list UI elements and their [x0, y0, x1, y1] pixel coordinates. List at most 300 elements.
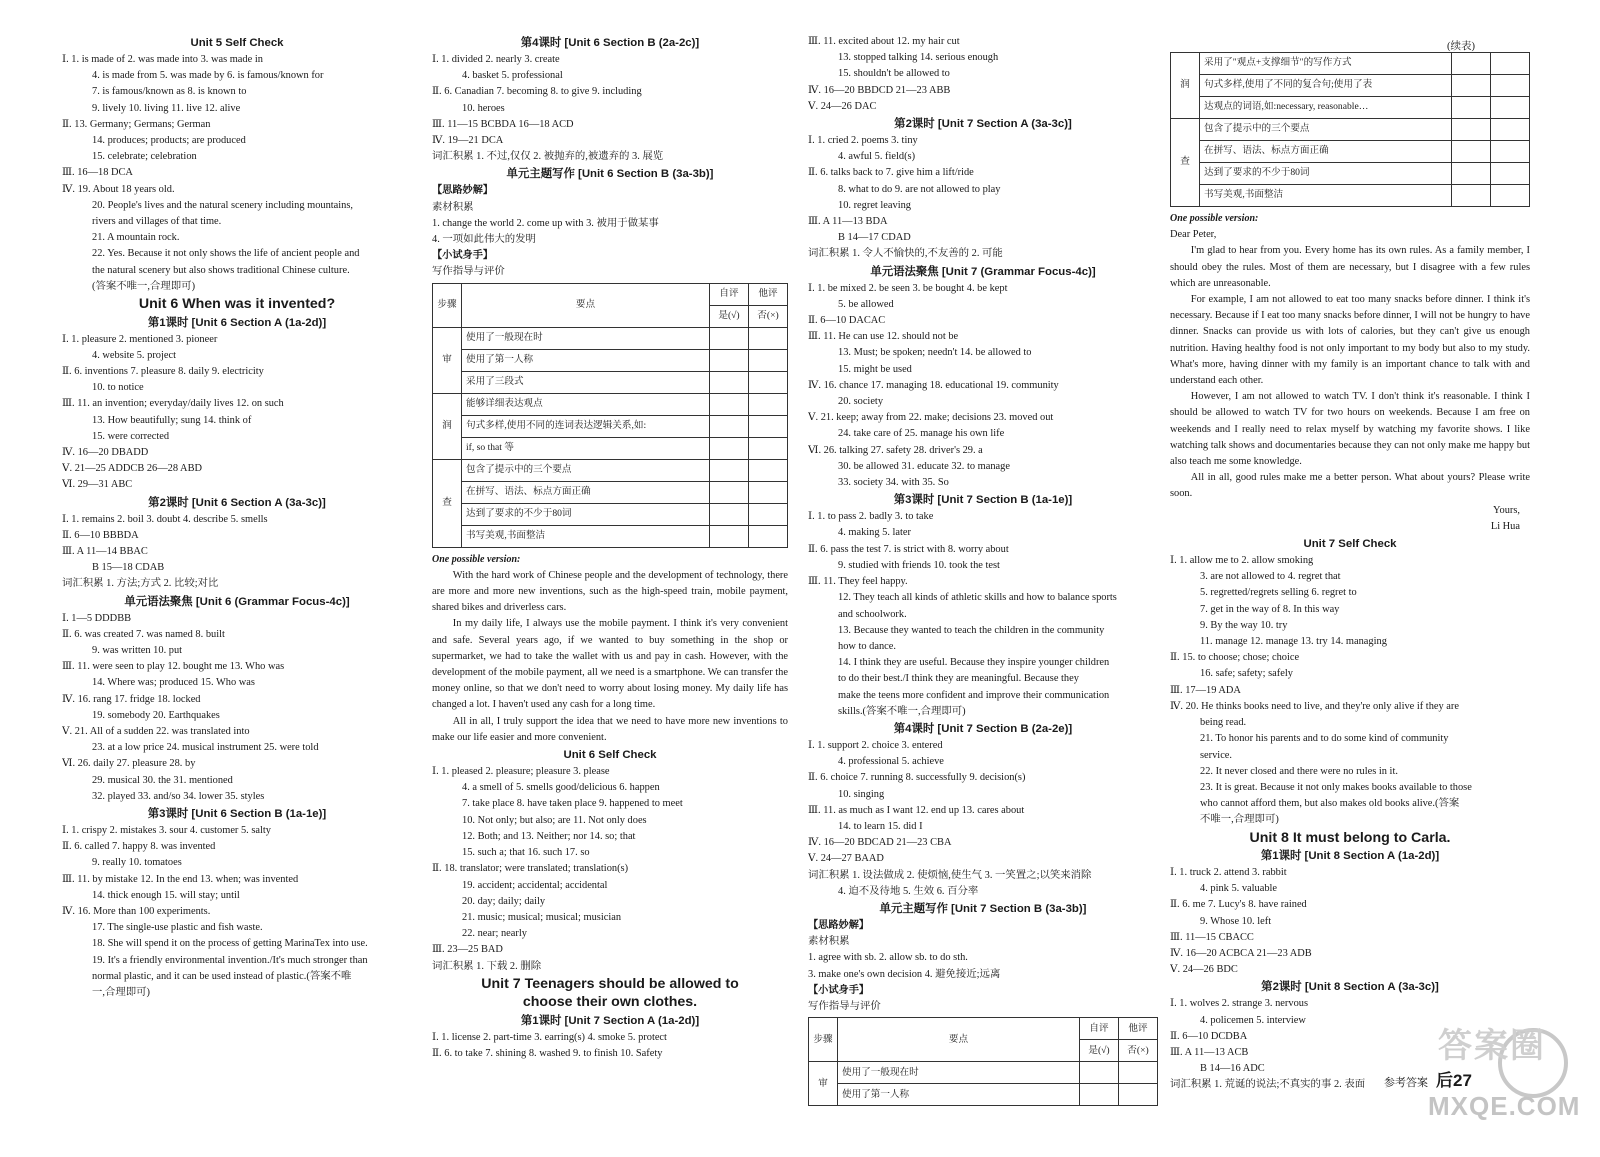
- answer-line: 13. stopped talking 14. serious enough: [838, 52, 999, 64]
- answer-line: 15. shouldn't be allowed to: [838, 68, 950, 80]
- answer-line: 9. was written 10. put: [92, 645, 183, 656]
- answer-line: 23. It is great. Because it not only makes books available to those: [1200, 781, 1472, 793]
- answer-line: Ⅳ. 19—21 DCA: [432, 135, 504, 147]
- answer-line: normal plastic, and it can be used instead of plastic.(答案不唯: [92, 970, 352, 982]
- col-header-points: 要点: [838, 1018, 1080, 1062]
- subsection-label: 【小试身手】: [432, 250, 494, 262]
- paragraph: With the hard work of Chinese people and the development of technology, there are more and more new inventions, such as the high-speed train, mobile payment, shared bikes and driverless cars.: [432, 569, 788, 614]
- column-3: [808, 34, 1158, 1110]
- answer-line: 15. might be used: [838, 363, 912, 375]
- answer-line: 4. 迫不及待地 5. 生效 6. 百分率: [838, 885, 979, 897]
- criterion-cell: 句式多样,使用不同的连词表达逻辑关系,如:: [462, 415, 710, 437]
- answer-line: Ⅲ. A 11—13 ACB: [1170, 1047, 1249, 1059]
- criterion-cell: 书写美观,书面整洁: [462, 525, 710, 547]
- answer-line: 7. is famous/known as 8. is known to: [92, 86, 247, 98]
- col-header-step: 步骤: [433, 283, 462, 327]
- section-heading: 第1课时 [Unit 6 Section A (1a-2d)]: [147, 316, 327, 329]
- answer-line: 30. be allowed 31. educate 32. to manage: [838, 460, 1010, 472]
- criterion-cell: 句式多样,使用了不同的复合句;使用了表: [1200, 75, 1452, 97]
- answer-line: Ⅰ. 1. support 2. choice 3. entered: [808, 739, 943, 751]
- letter-closing: Yours,: [1493, 504, 1520, 516]
- peer-check-cell[interactable]: [1491, 141, 1530, 163]
- section-heading: Unit 8 It must belong to Carla.: [1249, 829, 1451, 846]
- section-heading: 第3课时 [Unit 6 Section B (1a-1e)]: [147, 808, 327, 821]
- criterion-cell: 达观点的词语,如:necessary, reasonable…: [1200, 97, 1452, 119]
- page-number: 后27: [1436, 1071, 1472, 1090]
- criterion-cell: 达到了要求的不少于80词: [462, 503, 710, 525]
- col-header-peer: 他评: [749, 283, 788, 305]
- answer-line: Ⅰ. 1. pleasure 2. mentioned 3. pioneer: [62, 333, 218, 345]
- letter-greeting: Dear Peter,: [1170, 229, 1217, 241]
- answer-line: 4. 一项如此伟大的发明: [432, 234, 536, 246]
- answer-line: 29. musical 30. the 31. mentioned: [92, 774, 233, 786]
- sample-letter-label: One possible version:: [1170, 213, 1259, 224]
- answer-line: Ⅰ. 1. divided 2. nearly 3. create: [432, 54, 560, 65]
- answer-line: Ⅲ. 23—25 BAD: [432, 944, 503, 956]
- answer-line: 5. regretted/regrets selling 6. regret to: [1200, 587, 1357, 599]
- self-check-cell[interactable]: [710, 481, 749, 503]
- answer-line: 5. be allowed: [838, 298, 894, 310]
- peer-check-cell[interactable]: [749, 371, 788, 393]
- answer-line: Ⅲ. 11. by mistake 12. In the end 13. when; was invented: [62, 873, 299, 885]
- peer-check-cell[interactable]: [749, 349, 788, 371]
- answer-line: 14. produces; products; are produced: [92, 135, 246, 147]
- answer-line: Ⅲ. 17—19 ADA: [1170, 684, 1241, 696]
- self-check-cell[interactable]: [710, 437, 749, 459]
- answer-line: 4. making 5. later: [838, 527, 912, 539]
- table-row: [1171, 119, 1530, 141]
- answer-line: Ⅱ. 6. talks back to 7. give him a lift/ride: [808, 167, 974, 179]
- paragraph: In my daily life, I always use the mobile payment. I think it's very convenient and safe. Several years ago, if we wanted to buy something in the shop or supermarket, we had to take the wallet with us and pay in cash. However, with the development of the mobile payment, all we need is a smartphone. We can transfer the money online, so that we don't need to worry about losing money. My daily life has changed a lot. I haven't used any cash for a long time.: [432, 618, 788, 711]
- criterion-cell: 使用了一般现在时: [838, 1062, 1080, 1084]
- table-row: [433, 481, 788, 503]
- answer-line: (答案不唯一,合理即可): [92, 280, 196, 292]
- answer-line: Ⅰ. 1. cried 2. poems 3. tiny: [808, 135, 918, 147]
- answer-line: 词汇积累 1. 设法做成 2. 使烦恼,使生气 3. 一笑置之;以笑来消除: [808, 869, 1092, 881]
- answer-line: 10. Not only; but also; are 11. Not only does: [462, 814, 647, 826]
- answer-line: 18. She will spend it on the process of getting MarinaTex into use.: [92, 938, 368, 950]
- table-row: [1171, 75, 1530, 97]
- col-header-peer: 他评: [1119, 1018, 1158, 1040]
- section-heading: Unit 6 Self Check: [563, 749, 657, 762]
- col-header-no: 否(×): [749, 305, 788, 327]
- answer-line: 4. is made from 5. was made by 6. is famous/known for: [92, 70, 324, 82]
- criterion-cell: 使用了一般现在时: [462, 327, 710, 349]
- answer-line: 22. It never closed and there were no rules in it.: [1200, 765, 1398, 777]
- paragraph: However, I am not allowed to watch TV. I don't think it's reasonable. I think I should be allowed to watch TV for two hours on weekends. Because I am free on weekends and I really need to relax myself by watching my favorite shows. I like watching talk shows and documentaries because they can not only make me happy but also teach me some knowledge.: [1170, 391, 1530, 468]
- self-check-cell[interactable]: [1080, 1084, 1119, 1106]
- self-check-cell[interactable]: [1452, 163, 1491, 185]
- answer-line: 15. were corrected: [92, 430, 170, 442]
- self-check-cell[interactable]: [1452, 97, 1491, 119]
- answer-line: Ⅳ. 16. chance 17. managing 18. educational 19. community: [808, 379, 1059, 391]
- answer-line: 16. safe; safety; safely: [1200, 668, 1293, 680]
- self-check-cell[interactable]: [1452, 185, 1491, 207]
- answer-line: 10. to notice: [92, 382, 144, 394]
- answer-line: to do their best./I think they are meaningful. Because they: [838, 673, 1079, 685]
- criterion-cell: 在拼写、语法、标点方面正确: [1200, 141, 1452, 163]
- peer-check-cell[interactable]: [749, 503, 788, 525]
- answer-line: 4. pink 5. valuable: [1200, 883, 1278, 895]
- criterion-cell: 书写美观,书面整洁: [1200, 185, 1452, 207]
- self-check-cell[interactable]: [710, 503, 749, 525]
- answer-line: 词汇积累 1. 下载 2. 删除: [432, 960, 542, 972]
- criterion-cell: 在拼写、语法、标点方面正确: [462, 481, 710, 503]
- answer-line: 19. somebody 20. Earthquakes: [92, 709, 220, 721]
- answer-line: Ⅲ. 11. excited about 12. my hair cut: [808, 36, 960, 47]
- section-heading: 单元语法聚焦 [Unit 7 (Grammar Focus-4c)]: [870, 265, 1096, 278]
- column-1: [62, 34, 412, 1001]
- answer-line: Ⅱ. 6. me 7. Lucy's 8. have rained: [1170, 899, 1307, 911]
- answer-line: Ⅱ. 6—10 DACAC: [808, 315, 886, 327]
- answer-line: Ⅵ. 26. talking 27. safety 28. driver's 29. a: [808, 444, 983, 456]
- answer-line: B 14—16 ADC: [1200, 1063, 1265, 1075]
- answer-line: 12. Both; and 13. Neither; nor 14. so; that: [462, 830, 636, 842]
- answer-line: Ⅳ. 16. rang 17. fridge 18. locked: [62, 693, 201, 705]
- sample-essay-label: One possible version:: [432, 553, 521, 565]
- answer-line: Ⅰ. 1. remains 2. boil 3. doubt 4. describe 5. smells: [62, 513, 268, 525]
- answer-line: B 15—18 CDAB: [92, 562, 165, 574]
- self-check-cell[interactable]: [1452, 119, 1491, 141]
- answer-line: 22. near; nearly: [462, 928, 527, 940]
- criterion-cell: 达到了要求的不少于80词: [1200, 163, 1452, 185]
- table-row: [433, 503, 788, 525]
- answer-line: Ⅰ. 1. be mixed 2. be seen 3. be bought 4. be kept: [808, 282, 1008, 294]
- step-cell: 审: [433, 327, 462, 393]
- answer-line: B 14—17 CDAD: [838, 232, 911, 244]
- answer-line: Ⅰ. 1. allow me to 2. allow smoking: [1170, 555, 1314, 567]
- col-header-yes: 是(√): [1080, 1040, 1119, 1062]
- answer-line: Ⅱ. 6. choice 7. running 8. successfully 9. decision(s): [808, 772, 1026, 784]
- answer-line: 19. accident; accidental; accidental: [462, 879, 608, 891]
- table-row: [1171, 53, 1530, 75]
- step-cell: 审: [809, 1062, 838, 1106]
- section-heading: 第1课时 [Unit 8 Section A (1a-2d)]: [1260, 850, 1440, 863]
- paragraph: For example, I am not allowed to eat too many snacks before dinner. I think it's necessary. Because if I eat too many snacks before dinner, I will not be hungry to have dinner. Snacks can provide us with lots of calories, but they can't give us enough nutrition. Having healthy food is not only important to my body but also to my study. What's more, having dinner with my family is an important chance to talk with and understand each other.: [1170, 294, 1530, 387]
- answer-line: 13. How beautifully; sung 14. think of: [92, 414, 252, 426]
- answer-line: 15. celebrate; celebration: [92, 151, 197, 163]
- peer-check-cell[interactable]: [749, 437, 788, 459]
- peer-check-cell[interactable]: [1491, 185, 1530, 207]
- section-heading: choose their own clothes.: [522, 994, 698, 1011]
- answer-line: 素材积累: [808, 936, 850, 948]
- answer-line: 1. agree with sb. 2. allow sb. to do sth.: [808, 952, 968, 964]
- answer-line: 词汇积累 1. 令人不愉快的,不友善的 2. 可能: [808, 248, 1003, 260]
- answer-line: Ⅲ. 11. as much as I want 12. end up 13. cares about: [808, 804, 1025, 816]
- answer-line: Ⅰ. 1. to pass 2. badly 3. to take: [808, 511, 934, 523]
- section-heading: 第4课时 [Unit 6 Section B (2a-2c)]: [520, 37, 700, 49]
- peer-check-cell[interactable]: [1119, 1062, 1158, 1084]
- self-check-cell[interactable]: [710, 371, 749, 393]
- self-check-cell[interactable]: [1452, 141, 1491, 163]
- sample-essay-unit6: [432, 568, 788, 746]
- self-check-cell[interactable]: [710, 393, 749, 415]
- section-heading: Unit 7 Teenagers should be allowed to: [481, 975, 739, 992]
- peer-check-cell[interactable]: [1491, 53, 1530, 75]
- answer-line: skills.(答案不唯一,合理即可): [838, 705, 966, 717]
- subsection-label: 【小试身手】: [808, 984, 870, 996]
- answer-line: Ⅵ. 29—31 ABC: [62, 479, 133, 491]
- answer-line: Ⅰ. 1. pleased 2. pleasure; pleasure 3. please: [432, 766, 610, 778]
- criterion-cell: 采用了三段式: [462, 371, 710, 393]
- answer-line: 词汇积累 1. 方法;方式 2. 比较;对比: [62, 578, 219, 590]
- answer-line: Ⅳ. 16. More than 100 experiments.: [62, 906, 211, 918]
- peer-check-cell[interactable]: [1491, 119, 1530, 141]
- peer-check-cell[interactable]: [749, 327, 788, 349]
- answer-line: 9. studied with friends 10. took the test: [838, 559, 1000, 571]
- table-row: [809, 1084, 1158, 1106]
- table-row: [433, 525, 788, 547]
- table-row: [433, 327, 788, 349]
- answer-line: 17. The single-use plastic and fish waste.: [92, 922, 263, 934]
- answer-line: 14. Where was; produced 15. Who was: [92, 677, 255, 689]
- section-heading: 单元主题写作 [Unit 6 Section B (3a-3b)]: [506, 168, 714, 181]
- answer-line: 20. society: [838, 396, 884, 408]
- step-cell: 润: [433, 393, 462, 459]
- answer-line: the natural scenery but also shows traditional Chinese culture.: [92, 264, 350, 276]
- answer-line: 21. music; musical; musical; musician: [462, 911, 622, 923]
- column-2: [432, 34, 788, 1062]
- table-row: [809, 1062, 1158, 1084]
- self-check-cell[interactable]: [710, 525, 749, 547]
- table-row: [433, 393, 788, 415]
- peer-check-cell[interactable]: [1119, 1084, 1158, 1106]
- writing-checklist-table-unit7: [808, 1017, 1158, 1106]
- paragraph: All in all, good rules make me a better person. What about yours? Please write soon.: [1170, 472, 1530, 500]
- answer-line: Ⅳ. 16—20 BDCAD 21—23 CBA: [808, 837, 952, 849]
- answer-line: 4. policemen 5. interview: [1200, 1014, 1306, 1026]
- subsection-label: 【思路妙解】: [808, 919, 870, 931]
- answer-line: 不唯一,合理即可): [1200, 814, 1279, 826]
- watermark-logo: [1428, 1028, 1588, 1138]
- answer-line: Ⅳ. 19. About 18 years old.: [62, 183, 175, 195]
- table-row: [433, 415, 788, 437]
- answer-line: and schoolwork.: [838, 608, 907, 620]
- peer-check-cell[interactable]: [749, 459, 788, 481]
- answer-line: Ⅳ. 16—20 BBDCD 21—23 ABB: [808, 84, 951, 96]
- answer-line: 20. People's lives and the natural scenery including mountains,: [92, 199, 354, 211]
- answer-line: 14. to learn 15. did I: [838, 820, 923, 832]
- table-row: [1171, 163, 1530, 185]
- answer-line: Ⅱ. 13. Germany; Germans; German: [62, 118, 211, 130]
- answer-line: Ⅲ. 16—18 DCA: [62, 167, 133, 179]
- criterion-cell: 使用了第一人称: [462, 349, 710, 371]
- answer-line: Ⅱ. 6. was created 7. was named 8. built: [62, 628, 225, 640]
- answer-line: 3. are not allowed to 4. regret that: [1200, 571, 1341, 583]
- answer-line: 19. It's a friendly environmental invention./It's much stronger than: [92, 954, 368, 966]
- answer-line: Ⅳ. 20. He thinks books need to live, and they're only alive if they are: [1170, 700, 1459, 712]
- col-header-self: 自评: [710, 283, 749, 305]
- answer-line: Ⅳ. 16—20 DBADD: [62, 446, 149, 458]
- self-check-cell[interactable]: [1452, 53, 1491, 75]
- section-heading: 第4课时 [Unit 7 Section B (2a-2e)]: [893, 722, 1073, 735]
- self-check-cell[interactable]: [710, 349, 749, 371]
- table-row: [433, 371, 788, 393]
- answer-line: Ⅲ. 11. an invention; everyday/daily lives 12. on such: [62, 398, 284, 410]
- peer-check-cell[interactable]: [749, 481, 788, 503]
- answer-line: 9. really 10. tomatoes: [92, 857, 182, 869]
- answer-line: 32. played 33. and/so 34. lower 35. styles: [92, 790, 265, 802]
- answer-line: Ⅴ. 24—27 BAAD: [808, 853, 884, 865]
- answer-line: Ⅰ. 1. crispy 2. mistakes 3. sour 4. customer 5. salty: [62, 825, 272, 837]
- answer-line: Ⅱ. 6. called 7. happy 8. was invented: [62, 841, 216, 853]
- section-heading: 第2课时 [Unit 6 Section A (3a-3c)]: [148, 496, 326, 509]
- col-header-self: 自评: [1080, 1018, 1119, 1040]
- answer-line: Ⅴ. 24—26 DAC: [808, 100, 877, 112]
- step-cell: 查: [1171, 119, 1200, 207]
- answer-line: 词汇积累 1. 荒诞的说法;不真实的事 2. 表面: [1170, 1079, 1366, 1091]
- answer-line: 词汇积累 1. 不过,仅仅 2. 被抛弃的,被遗弃的 3. 展览: [432, 151, 664, 163]
- answer-line: Ⅳ. 16—20 ACBCA 21—23 ADB: [1170, 948, 1312, 960]
- col-header-yes: 是(√): [710, 305, 749, 327]
- answer-line: Ⅰ. 1. is made of 2. was made into 3. was made in: [62, 54, 263, 65]
- answer-line: 写作指导与评价: [808, 1000, 881, 1012]
- criterion-cell: 能够详细表达观点: [462, 393, 710, 415]
- writing-checklist-table-unit6: [432, 283, 788, 548]
- answer-line: 12. They teach all kinds of athletic skills and how to balance sports: [838, 592, 1117, 604]
- answer-line: 10. regret leaving: [838, 199, 911, 211]
- criterion-cell: 采用了"观点+支撑细节"的写作方式: [1200, 53, 1452, 75]
- answer-line: 7. get in the way of 8. In this way: [1200, 603, 1340, 615]
- answer-line: 4. professional 5. achieve: [838, 756, 944, 768]
- answer-line: rivers and villages of that time.: [92, 216, 222, 228]
- criterion-cell: 包含了提示中的三个要点: [462, 459, 710, 481]
- answer-line: Ⅱ. 18. translator; were translated; translation(s): [432, 863, 629, 875]
- answer-line: Ⅱ. 6. to take 7. shining 8. washed 9. to finish 10. Safety: [432, 1047, 663, 1059]
- answer-line: Ⅲ. 11—15 CBACC: [1170, 931, 1254, 943]
- table-row: [1171, 185, 1530, 207]
- answer-line: 4. website 5. project: [92, 349, 176, 361]
- answer-line: 21. To honor his parents and to do some kind of community: [1200, 733, 1449, 745]
- subsection-label: 【思路妙解】: [432, 185, 494, 197]
- self-check-cell[interactable]: [710, 415, 749, 437]
- answer-line: 24. take care of 25. manage his own life: [838, 428, 1005, 440]
- answer-line: Ⅰ. 1. license 2. part-time 3. earring(s) 4. smoke 5. protect: [432, 1031, 667, 1043]
- paragraph: I'm glad to hear from you. Every home has its own rules. As a family member, I should obey the rules. Most of them are necessary, but I disagree with a few rules which are unreasonable.: [1170, 245, 1530, 289]
- answer-line: Ⅲ. A 11—14 BBAC: [62, 545, 148, 557]
- answer-line: how to dance.: [838, 640, 896, 652]
- section-heading: 单元主题写作 [Unit 7 Section B (3a-3b)]: [879, 902, 1087, 915]
- watermark-text: 答案圈: [1438, 1027, 1546, 1065]
- answer-line: Ⅱ. 6. pass the test 7. is strict with 8. worry about: [808, 543, 1009, 555]
- answer-line: Ⅱ. 6. Canadian 7. becoming 8. to give 9. including: [432, 86, 642, 98]
- answer-line: 3. make one's own decision 4. 避免接近;远离: [808, 968, 1001, 980]
- col-header-step: 步骤: [809, 1018, 838, 1062]
- answer-line: Ⅴ. 21. keep; away from 22. make; decisions 23. moved out: [808, 412, 1054, 424]
- writing-checklist-table-unit7-continued: [1170, 52, 1530, 207]
- section-heading: 单元语法聚焦 [Unit 6 (Grammar Focus-4c)]: [124, 595, 350, 608]
- answer-line: Ⅲ. 11. He can use 12. should not be: [808, 331, 959, 343]
- answer-line: 7. take place 8. have taken place 9. happened to meet: [462, 798, 683, 810]
- answer-line: Ⅴ. 21. All of a sudden 22. was translated into: [62, 726, 250, 738]
- answer-line: 8. what to do 9. are not allowed to play: [838, 183, 1001, 195]
- peer-check-cell[interactable]: [749, 415, 788, 437]
- answer-line: 33. society 34. with 35. So: [838, 477, 949, 489]
- peer-check-cell[interactable]: [1491, 75, 1530, 97]
- peer-check-cell[interactable]: [1491, 97, 1530, 119]
- letter-signature: Li Hua: [1490, 520, 1520, 532]
- answer-line: 写作指导与评价: [432, 266, 505, 278]
- answer-line: Ⅰ. 1. truck 2. attend 3. rabbit: [1170, 867, 1287, 879]
- answer-line: 22. Yes. Because it not only shows the life of ancient people and: [92, 248, 360, 260]
- criterion-cell: 包含了提示中的三个要点: [1200, 119, 1452, 141]
- col-header-points: 要点: [462, 283, 710, 327]
- answer-line: Ⅴ. 21—25 ADDCB 26—28 ABD: [62, 463, 202, 475]
- self-check-cell[interactable]: [710, 459, 749, 481]
- section-heading: 第1课时 [Unit 7 Section A (1a-2d)]: [520, 1014, 700, 1027]
- table-row: [1171, 97, 1530, 119]
- answer-line: Ⅴ. 24—26 BDC: [1170, 964, 1238, 976]
- table-row: [1171, 141, 1530, 163]
- answer-line: 4. a smell of 5. smells good/delicious 6. happen: [462, 782, 660, 794]
- answer-line: 9. Whose 10. left: [1200, 915, 1272, 927]
- self-check-cell[interactable]: [1080, 1062, 1119, 1084]
- answer-line: 4. awful 5. field(s): [838, 151, 916, 163]
- answer-line: 9. lively 10. living 11. live 12. alive: [92, 102, 241, 114]
- peer-check-cell[interactable]: [749, 525, 788, 547]
- section-heading: Unit 5 Self Check: [190, 37, 284, 49]
- answer-line: 13. Because they wanted to teach the children in the community: [838, 624, 1105, 636]
- section-heading: 第2课时 [Unit 7 Section A (3a-3c)]: [894, 118, 1072, 131]
- table-row: [433, 437, 788, 459]
- criterion-cell: if, so that 等: [462, 437, 710, 459]
- col-header-no: 否(×): [1119, 1040, 1158, 1062]
- continued-label: (续表): [1447, 41, 1475, 52]
- peer-check-cell[interactable]: [1491, 163, 1530, 185]
- self-check-cell[interactable]: [1452, 75, 1491, 97]
- answer-line: 一,合理即可): [92, 987, 151, 999]
- answer-line: 15. such a; that 16. such 17. so: [462, 847, 590, 859]
- self-check-cell[interactable]: [710, 327, 749, 349]
- unit6-lesson4-section: [432, 34, 788, 281]
- answer-line: 4. basket 5. professional: [462, 70, 563, 82]
- answer-line: make the teens more confident and improve their communication: [838, 689, 1110, 701]
- paragraph: All in all, I truly support the idea that we need to have more new inventions to make our life easier and more convenient.: [432, 715, 788, 743]
- answer-line: 10. singing: [838, 788, 885, 800]
- answer-line: Ⅰ. 1—5 DDDBB: [62, 612, 132, 624]
- step-cell: 润: [1171, 53, 1200, 119]
- answer-line: Ⅲ. 11. were seen to play 12. bought me 13. Who was: [62, 661, 285, 673]
- answer-line: 21. A mountain rock.: [92, 232, 180, 244]
- answer-line: Ⅰ. 1. wolves 2. strange 3. nervous: [1170, 998, 1309, 1010]
- footer-label: 参考答案: [1384, 1077, 1428, 1089]
- answer-line: 10. heroes: [462, 102, 505, 114]
- table-row: [433, 349, 788, 371]
- peer-check-cell[interactable]: [749, 393, 788, 415]
- answer-line: Ⅱ. 6. inventions 7. pleasure 8. daily 9. electricity: [62, 365, 264, 377]
- unit7-answers-section: [808, 34, 1158, 1015]
- step-cell: 查: [433, 459, 462, 547]
- watermark-url: MXQE.COM: [1428, 1091, 1581, 1121]
- answer-line: Ⅲ. 11—15 BCBDA 16—18 ACD: [432, 118, 574, 130]
- answer-line: Ⅵ. 26. daily 27. pleasure 28. by: [62, 758, 196, 770]
- answer-line: 14. I think they are useful. Because they inspire younger children: [838, 657, 1110, 669]
- answer-line: Ⅲ. A 11—13 BDA: [808, 216, 888, 228]
- section-heading: 第2课时 [Unit 8 Section A (3a-3c)]: [1261, 981, 1439, 994]
- answer-line: Ⅱ. 6—10 BBBDA: [62, 529, 139, 541]
- unit7-self-check-and-unit8-section: [1170, 535, 1530, 1094]
- answer-line: who cannot afford them, but also makes old books alive.(答案: [1200, 798, 1460, 810]
- answer-line: Ⅲ. 11. They feel happy.: [808, 576, 908, 588]
- column-4: [1170, 34, 1530, 1094]
- section-heading: 第3课时 [Unit 7 Section B (1a-1e)]: [893, 494, 1073, 507]
- answer-line: 14. thick enough 15. will stay; until: [92, 889, 240, 901]
- answer-line: being read.: [1200, 717, 1247, 729]
- answer-line: 11. manage 12. manage 13. try 14. managing: [1200, 636, 1387, 648]
- sample-letter-body: [1170, 243, 1530, 502]
- answer-line: 素材积累: [432, 201, 474, 213]
- answer-line: 23. at a low price 24. musical instrument 25. were told: [92, 742, 319, 754]
